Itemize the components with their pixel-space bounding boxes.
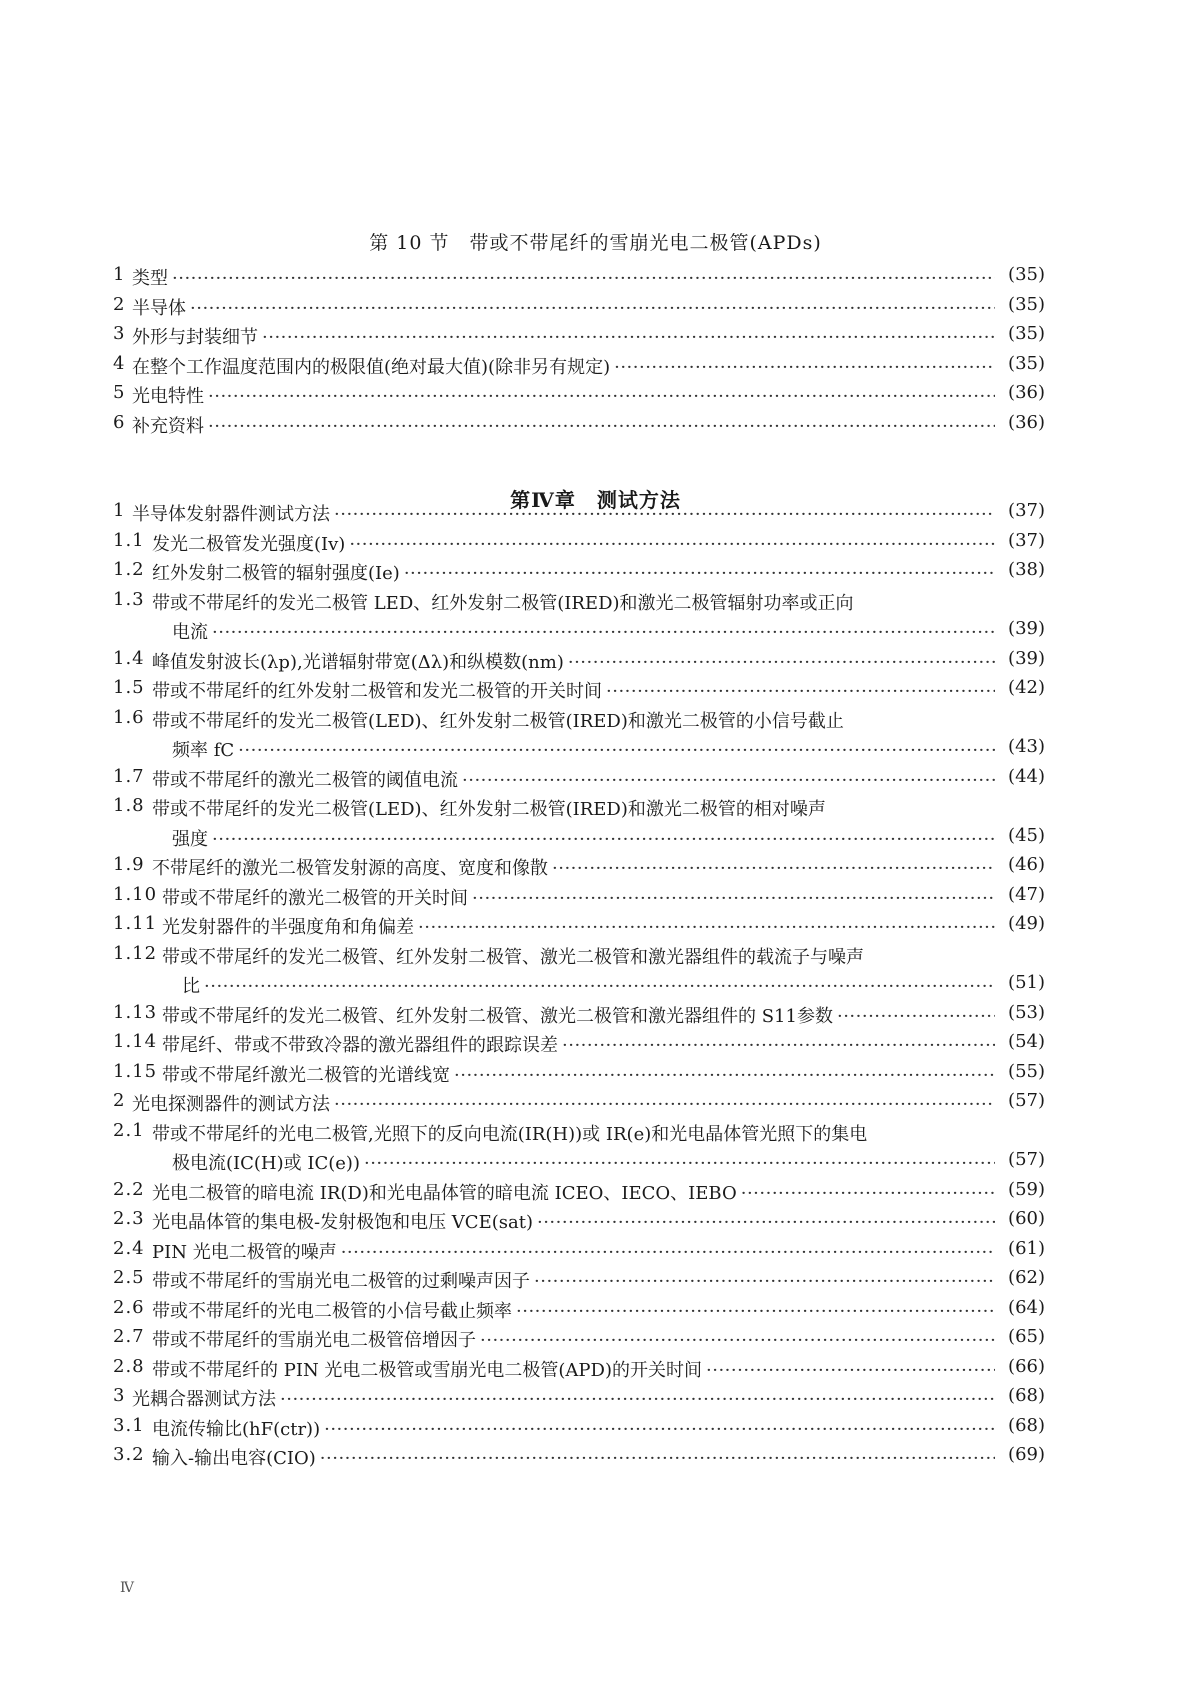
toc-entry-number: 1 — [113, 500, 126, 521]
toc-entry[interactable] — [0, 1326, 1191, 1354]
toc-entry-page: (39) — [1008, 618, 1045, 639]
toc-entry-page: (35) — [1008, 352, 1045, 374]
toc-entry[interactable] — [0, 913, 1191, 941]
toc-entry-title: 外形与封装细节 — [132, 327, 258, 348]
toc-entry-title: 带或不带尾纤的红外发射二极管和发光二极管的开关时间 — [152, 681, 602, 702]
toc-entry-number: 3.2 — [113, 1444, 145, 1465]
dot-leader — [212, 622, 995, 643]
dot-leader — [534, 1271, 995, 1292]
toc-entry[interactable] — [0, 1267, 1191, 1295]
toc-entry-page: (43) — [1008, 736, 1045, 757]
page-number: Ⅳ — [120, 1580, 134, 1596]
toc-entry-title: 光电探测器件的测试方法 — [132, 1094, 330, 1115]
toc-entry-page: (59) — [1008, 1178, 1045, 1200]
toc-entry-title: 峰值发射波长(λp),光谱辐射带宽(Δλ)和纵模数(nm) — [152, 651, 564, 673]
toc-entry-number: 1.7 — [113, 765, 145, 787]
toc-entry-page: (38) — [1008, 559, 1045, 580]
toc-entry-page: (66) — [1008, 1355, 1045, 1377]
dot-leader — [480, 1330, 995, 1351]
toc-entry-page: (35) — [1008, 293, 1045, 315]
dot-leader — [334, 504, 995, 525]
toc-entry-number: 4 — [113, 352, 126, 374]
dot-leader — [320, 1448, 995, 1469]
toc-entry-title: 电流传输比(hF(ctr)) — [152, 1418, 321, 1440]
toc-entry-title: 光耦合器测试方法 — [132, 1389, 276, 1410]
toc-entry[interactable] — [0, 1297, 1191, 1325]
dot-leader — [837, 1006, 995, 1027]
toc-entry-number: 1.13 — [113, 1001, 158, 1023]
toc-entry[interactable] — [0, 677, 1191, 705]
toc-entry-number: 2.6 — [113, 1296, 145, 1318]
toc-entry-number: 2.1 — [113, 1119, 145, 1141]
toc-entry-number: 1.5 — [113, 677, 145, 698]
toc-entry-title: 半导体 — [132, 297, 186, 319]
dot-leader — [238, 740, 995, 761]
toc-entry-page: (37) — [1008, 529, 1045, 551]
toc-entry[interactable] — [0, 766, 1191, 794]
toc-entry-number: 2.8 — [113, 1355, 145, 1377]
dot-leader — [208, 386, 995, 407]
toc-entry[interactable] — [0, 1238, 1191, 1266]
dot-leader — [208, 416, 995, 437]
toc-entry-page: (45) — [1008, 824, 1045, 846]
toc-entry-page: (36) — [1008, 411, 1045, 433]
toc-entry-title: 不带尾纤的激光二极管发射源的高度、宽度和像散 — [152, 858, 548, 879]
dot-leader — [472, 888, 995, 909]
toc-entry[interactable] — [0, 294, 1191, 322]
dot-leader — [324, 1419, 995, 1440]
toc-entry-number: 1.9 — [113, 854, 145, 875]
dot-leader — [741, 1183, 995, 1204]
toc-entry-number: 2.2 — [113, 1178, 145, 1200]
dot-leader — [454, 1065, 995, 1086]
toc-entry[interactable] — [0, 1061, 1191, 1089]
toc-entry-title: 光电二极管的暗电流 IR(D)和光电晶体管的暗电流 ICEO、IECO、IEBO — [152, 1182, 737, 1204]
toc-entry[interactable] — [0, 648, 1191, 676]
toc-entry[interactable] — [0, 412, 1191, 440]
toc-entry-title: 红外发射二极管的辐射强度(Ie) — [152, 563, 400, 584]
toc-entry-number: 2.5 — [113, 1267, 145, 1288]
toc-entry-page: (49) — [1008, 913, 1045, 934]
toc-entry-page: (68) — [1008, 1414, 1045, 1436]
toc-entry[interactable] — [0, 264, 1191, 292]
toc-entry-title: 带或不带尾纤的发光二极管(LED)、红外发射二极管(IRED)和激光二极管的相对噪声 — [152, 799, 826, 820]
toc-entry-title-continuation: 电流 — [172, 622, 208, 643]
toc-entry-page: (65) — [1008, 1326, 1045, 1347]
toc-entry-title: 补充资料 — [132, 415, 204, 437]
toc-entry-title: 光发射器件的半强度角和角偏差 — [162, 917, 414, 938]
toc-entry-title: 在整个工作温度范围内的极限值(绝对最大值)(除非另有规定) — [132, 356, 611, 378]
toc-entry-continuation[interactable] — [0, 618, 1191, 646]
toc-entry-number: 3 — [113, 323, 126, 344]
toc-entry[interactable] — [0, 884, 1191, 912]
toc-entry-number: 1.14 — [113, 1031, 158, 1052]
toc-entry[interactable] — [0, 943, 1191, 971]
toc-entry-title: 带或不带尾纤的激光二极管的开关时间 — [162, 887, 468, 909]
chapter-title: 第Ⅳ章 测试方法 — [510, 488, 681, 512]
toc-entry-title-continuation: 频率 fC — [172, 740, 235, 761]
toc-entry-title: 带或不带尾纤的激光二极管的阈值电流 — [152, 769, 458, 791]
toc-entry[interactable] — [0, 1208, 1191, 1236]
dot-leader — [190, 298, 995, 319]
toc-entry-number: 1.15 — [113, 1060, 158, 1082]
toc-entry[interactable] — [0, 1356, 1191, 1384]
toc-entry-continuation[interactable] — [0, 736, 1191, 764]
toc-entry[interactable] — [0, 559, 1191, 587]
toc-entry-title: 光电晶体管的集电极-发射极饱和电压 VCE(sat) — [152, 1212, 533, 1233]
toc-entry-title: 光电特性 — [132, 386, 204, 407]
toc-entry-page: (47) — [1008, 883, 1045, 905]
toc-entry[interactable] — [0, 500, 1191, 528]
toc-entry-title-continuation: 比 — [182, 976, 200, 997]
toc-entry-page: (68) — [1008, 1385, 1045, 1406]
toc-entry-number: 1.12 — [113, 942, 158, 964]
toc-entry[interactable] — [0, 795, 1191, 823]
toc-entry-page: (57) — [1008, 1090, 1045, 1111]
toc-entry-continuation[interactable] — [0, 825, 1191, 853]
toc-entry-number: 2 — [113, 293, 126, 315]
toc-entry[interactable] — [0, 1444, 1191, 1472]
toc-entry-title: 发光二极管发光强度(Iv) — [152, 533, 346, 555]
toc-entry-title-continuation: 强度 — [172, 828, 208, 850]
dot-leader — [562, 1035, 995, 1056]
dot-leader — [172, 268, 995, 289]
toc-entry-page: (36) — [1008, 382, 1045, 403]
toc-entry-number: 1.11 — [113, 913, 158, 934]
toc-entry-title: 带或不带尾纤的发光二极管(LED)、红外发射二极管(IRED)和激光二极管的小信号截止 — [152, 710, 844, 732]
dot-leader — [262, 327, 995, 348]
toc-entry-page: (39) — [1008, 647, 1045, 669]
toc-entry-number: 1.1 — [113, 529, 145, 551]
toc-entry-page: (46) — [1008, 854, 1045, 875]
toc-entry-title: 带或不带尾纤的发光二极管、红外发射二极管、激光二极管和激光器组件的载流子与噪声 — [162, 946, 864, 968]
dot-leader — [204, 976, 995, 997]
toc-entry-title: 输入-输出电容(CIO) — [152, 1448, 316, 1469]
toc-entry-page: (37) — [1008, 500, 1045, 521]
dot-leader — [614, 357, 995, 378]
toc-entry[interactable] — [0, 382, 1191, 410]
toc-entry[interactable] — [0, 1031, 1191, 1059]
dot-leader — [516, 1301, 995, 1322]
toc-entry-number: 1.2 — [113, 559, 145, 580]
toc-entry-number: 1.8 — [113, 795, 145, 816]
toc-entry-continuation[interactable] — [0, 972, 1191, 1000]
toc-entry-title: 带或不带尾纤的发光二极管、红外发射二极管、激光二极管和激光器组件的 S11参数 — [162, 1005, 833, 1027]
dot-leader — [404, 563, 995, 584]
toc-entry[interactable] — [0, 589, 1191, 617]
toc-entry[interactable] — [0, 1385, 1191, 1413]
toc-entry[interactable] — [0, 707, 1191, 735]
toc-entry-page: (35) — [1008, 323, 1045, 344]
toc-entry-title: 带或不带尾纤的发光二极管 LED、红外发射二极管(IRED)和激光二极管辐射功率或正向 — [152, 592, 854, 614]
toc-entry-page: (44) — [1008, 765, 1045, 787]
toc-entry[interactable] — [0, 1090, 1191, 1118]
toc-entry-title: 带或不带尾纤的光电二极管的小信号截止频率 — [152, 1300, 512, 1322]
toc-entry-title: PIN 光电二极管的噪声 — [152, 1241, 337, 1263]
toc-entry-page: (57) — [1008, 1149, 1045, 1170]
dot-leader — [212, 829, 995, 850]
toc-entry-title: 带或不带尾纤的 PIN 光电二极管或雪崩光电二极管(APD)的开关时间 — [152, 1359, 702, 1381]
toc-entry-number: 1.10 — [113, 883, 158, 905]
toc-entry-title: 带或不带尾纤的光电二极管,光照下的反向电流(IR(H))或 IR(e)和光电晶体管光照下的集电 — [152, 1123, 868, 1145]
toc-entry-page: (54) — [1008, 1031, 1045, 1052]
toc-entry[interactable] — [0, 323, 1191, 351]
toc-entry-number: 1.3 — [113, 588, 145, 610]
toc-entry-page: (69) — [1008, 1444, 1045, 1465]
dot-leader — [280, 1389, 995, 1410]
dot-leader — [334, 1094, 995, 1115]
toc-entry-title: 带尾纤、带或不带致冷器的激光器组件的跟踪误差 — [162, 1035, 558, 1056]
toc-entry-page: (55) — [1008, 1060, 1045, 1082]
toc-entry[interactable] — [0, 353, 1191, 381]
toc-entry-page: (51) — [1008, 972, 1045, 993]
toc-entry-page: (61) — [1008, 1237, 1045, 1259]
dot-leader — [349, 534, 995, 555]
toc-entry-number: 3 — [113, 1385, 126, 1406]
toc-entry-number: 2.3 — [113, 1208, 145, 1229]
toc-entry[interactable] — [0, 530, 1191, 558]
toc-entry[interactable] — [0, 1179, 1191, 1207]
toc-entry-page: (60) — [1008, 1208, 1045, 1229]
dot-leader — [341, 1242, 995, 1263]
toc-entry-number: 5 — [113, 382, 126, 403]
toc-entry-title-continuation: 极电流(IC(H)或 IC(e)) — [172, 1153, 360, 1174]
toc-entry[interactable] — [0, 1120, 1191, 1148]
toc-entry-number: 1 — [113, 264, 126, 285]
toc-entry-number: 2 — [113, 1090, 126, 1111]
toc-entry-page: (53) — [1008, 1001, 1045, 1023]
dot-leader — [537, 1212, 995, 1233]
toc-entry-page: (64) — [1008, 1296, 1045, 1318]
toc-entry-continuation[interactable] — [0, 1149, 1191, 1177]
toc-entry-title: 半导体发射器件测试方法 — [132, 504, 330, 525]
toc-entry-title: 带或不带尾纤激光二极管的光谱线宽 — [162, 1064, 450, 1086]
toc-entry-number: 1.6 — [113, 706, 145, 728]
dot-leader — [568, 652, 995, 673]
toc-entry-title: 类型 — [132, 268, 168, 289]
toc-entry[interactable] — [0, 854, 1191, 882]
dot-leader — [462, 770, 995, 791]
toc-entry-title: 带或不带尾纤的雪崩光电二极管的过剩噪声因子 — [152, 1271, 530, 1292]
toc-entry-number: 2.4 — [113, 1237, 145, 1259]
toc-entry-page: (62) — [1008, 1267, 1045, 1288]
dot-leader — [364, 1153, 995, 1174]
dot-leader — [606, 681, 995, 702]
dot-leader — [552, 858, 995, 879]
toc-entry-page: (42) — [1008, 677, 1045, 698]
toc-entry[interactable] — [0, 1002, 1191, 1030]
toc-entry-page: (35) — [1008, 264, 1045, 285]
section-title: 第 10 节 带或不带尾纤的雪崩光电二极管(APDs) — [369, 232, 822, 254]
toc-entry-number: 1.4 — [113, 647, 145, 669]
dot-leader — [418, 917, 995, 938]
toc-entry-number: 6 — [113, 411, 126, 433]
dot-leader — [706, 1360, 995, 1381]
toc-entry[interactable] — [0, 1415, 1191, 1443]
toc-entry-number: 2.7 — [113, 1326, 145, 1347]
toc-entry-number: 3.1 — [113, 1414, 145, 1436]
toc-entry-title: 带或不带尾纤的雪崩光电二极管倍增因子 — [152, 1330, 476, 1351]
